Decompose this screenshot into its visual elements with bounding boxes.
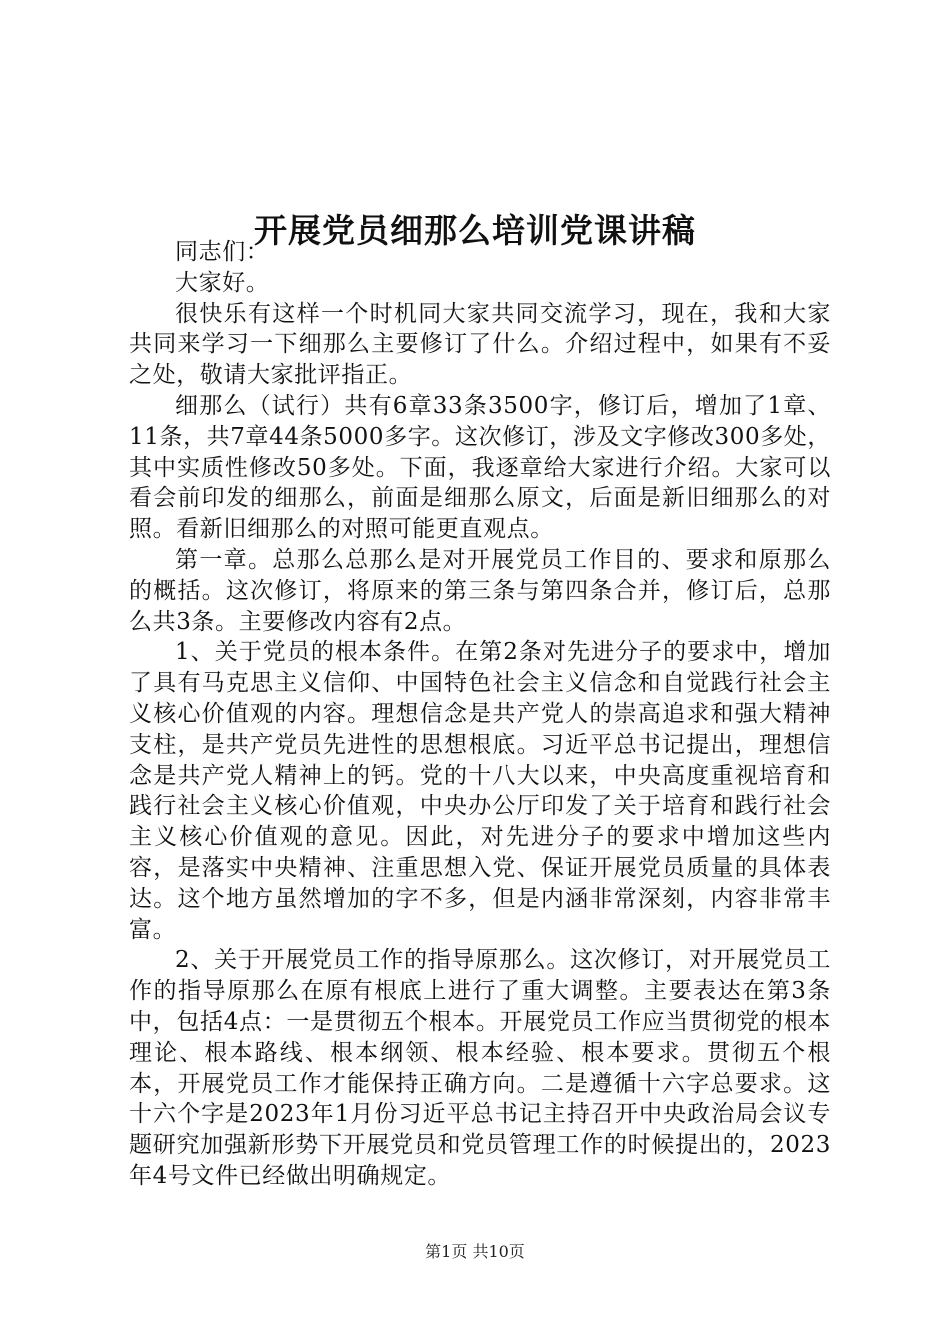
page-number-footer: 第1页 共10页	[425, 1242, 525, 1261]
document-body	[129, 237, 831, 1192]
paragraph-salutation: 同志们：	[175, 239, 270, 265]
paragraph-point-one: 1、关于党员的根本条件。在第2条对先进分子的要求中，增加了具有马克思主义信仰、中国特色社会主义信念和自觉践行社会主义核心价值观的内容。理想信念是共产党人的崇高追求和强大精神支柱，是共产党员先进性的思想根底。习近平总书记提出，理想信念是共产党人精神上的钙。党的十八大以来，中央高度重视培育和践行社会主义核心价值观，中央办公厅印发了关于培育和践行社会主义核心价值观的意见。因此，对先进分子的要求中增加这些内容，是落实中央精神、注重思想入党、保证开展党员质量的具体表达。这个地方虽然增加的字不多，但是内涵非常深刻，内容非常丰富。	[129, 639, 831, 943]
paragraph-intro: 很快乐有这样一个时机同大家共同交流学习，现在，我和大家共同来学习一下细那么主要修订了什么。介绍过程中，如果有不妥之处，敬请大家批评指正。	[129, 300, 831, 389]
page-title: 开展党员细那么培训党课讲稿	[254, 211, 696, 251]
paragraph-overview: 细那么（试行）共有6章33条3500字，修订后，增加了1章、11条，共7章44条5000多字。这次修订，涉及文字修改300多处，其中实质性修改50多处。下面，我逐章给大家进行介绍。大家可以看会前印发的细那么，前面是细那么原文，后面是新旧细那么的对照。看新旧细那么的对照可能更直观点。	[129, 392, 831, 543]
paragraph-chapter-one: 第一章。总那么总那么是对开展党员工作目的、要求和原那么的概括。这次修订，将原来的第三条与第四条合并，修订后，总那么共3条。主要修改内容有2点。	[129, 546, 831, 635]
paragraph-point-two: 2、关于开展党员工作的指导原那么。这次修订，对开展党员工作的指导原那么在原有根底上进行了重大调整。主要表达在第3条中，包括4点：一是贯彻五个根本。开展党员工作应当贯彻党的根本理论、根本路线、根本纲领、根本经验、根本要求。贯彻五个根本，开展党员工作才能保持正确方向。二是遵循十六字总要求。这十六个字是2023年1月份习近平总书记主持召开中央政治局会议专题研究加强新形势下开展党员和党员管理工作的时候提出的，2023年4号文件已经做出明确规定。	[129, 947, 831, 1189]
paragraph-greeting: 大家好。	[175, 269, 270, 296]
